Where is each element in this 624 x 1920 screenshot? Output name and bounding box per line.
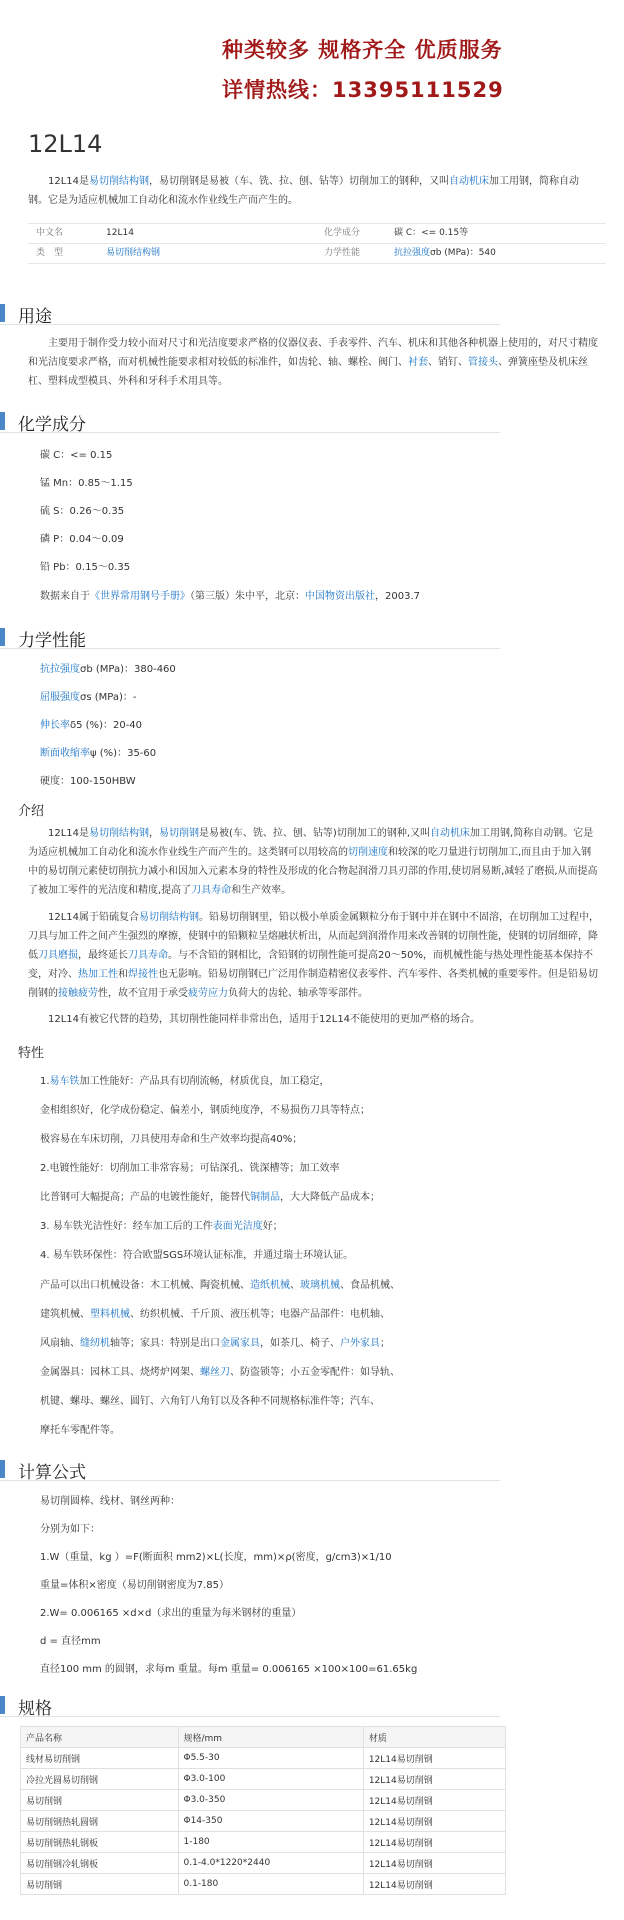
- text: 比普钢可大幅提高；产品的电镀性能好，能替代: [40, 1192, 250, 1203]
- feature-line: [40, 1072, 600, 1087]
- mech-yield: [40, 688, 136, 703]
- cell: 易切削钢: [21, 1790, 179, 1811]
- section-header-spec: [0, 1694, 500, 1717]
- page-title: 12L14: [28, 130, 103, 158]
- section-title: 规格: [18, 1699, 52, 1719]
- use-text: 、弹簧座垫及机床丝杠、塑料成型模具、外科和牙科手术用具等。: [28, 357, 588, 387]
- usage-line: [40, 1334, 600, 1349]
- table-row: [21, 1832, 506, 1853]
- text: 负荷大的齿轮、轴承等零部件。: [228, 988, 368, 999]
- cell: 12L14易切削钢: [363, 1832, 505, 1853]
- feature-line: [40, 1188, 600, 1203]
- top-banner: [0, 0, 624, 100]
- calc-line: 1.W（重量，kg ）=F(断面积 mm2)×L(长度，mm)×ρ(密度，g/cm3)×1/10: [40, 1552, 392, 1563]
- mech-value: σb (MPa)：380-460: [80, 664, 176, 675]
- section-bar: [0, 1460, 5, 1478]
- link[interactable]: 塑料机械: [90, 1309, 130, 1320]
- text: 和: [118, 969, 128, 980]
- link-bushing[interactable]: 衬套: [408, 357, 428, 368]
- text: ，: [149, 828, 160, 839]
- cell: 易切削钢: [21, 1874, 179, 1895]
- feature-line: 极容易在车床切削，刀具使用寿命和生产效率均提高40%；: [40, 1134, 303, 1145]
- cell: 12L14易切削钢: [363, 1748, 505, 1769]
- link[interactable]: 刀具磨损: [38, 950, 78, 961]
- section-title: 用途: [18, 307, 52, 327]
- cell: 易切削钢冷轧钢板: [21, 1853, 179, 1874]
- section-header-chem: [0, 410, 500, 433]
- cell: 线材易切削钢: [21, 1748, 179, 1769]
- section-title: 计算公式: [18, 1463, 86, 1483]
- cell: 易切削钢热轧钢板: [21, 1832, 179, 1853]
- column-header: 规格/mm: [178, 1727, 363, 1748]
- cell: 0.1-180: [178, 1874, 363, 1895]
- info-value: 碳 C：<= 0.15等: [394, 228, 469, 238]
- mech-value: ψ (%)：35-60: [90, 748, 157, 759]
- link-type[interactable]: 易切削结构钢: [106, 248, 161, 258]
- calc-line: 2.W= 0.006165 ×d×d（求出的重量为每米钢材的重量）: [40, 1608, 302, 1619]
- info-row: [28, 244, 606, 264]
- chem-s: 硫 S：0.26～0.35: [40, 506, 125, 517]
- table-row: [21, 1874, 506, 1895]
- chem-pb: 铅 Pb：0.15～0.35: [40, 562, 131, 573]
- intro-text: 12L14是: [48, 176, 90, 187]
- section-title: 力学性能: [18, 631, 86, 651]
- feature-line: [40, 1217, 600, 1232]
- table-row: [21, 1811, 506, 1832]
- section-bar: [0, 412, 5, 430]
- banner-slogan: 种类较多 规格齐全 优质服务: [222, 38, 503, 62]
- feature-line: 2.电镀性能好：切削加工非常容易；可钻深孔、铣深槽等；加工效率: [40, 1163, 340, 1174]
- link[interactable]: 刀具寿命: [191, 885, 232, 896]
- text: 金属器具：园林工具、烧烤炉网架、: [40, 1367, 200, 1378]
- link-auto-lathe[interactable]: 自动机床: [449, 176, 490, 187]
- link[interactable]: 户外家具: [340, 1338, 380, 1349]
- link-free-cutting-steel[interactable]: 易切削结构钢: [89, 176, 150, 187]
- info-value: 12L14: [106, 228, 134, 238]
- link[interactable]: 易切削钢: [159, 828, 200, 839]
- link-tensile-strength[interactable]: 抗拉强度: [394, 248, 431, 258]
- section-header-calc: [0, 1458, 500, 1481]
- text: 风扇轴、: [40, 1338, 80, 1349]
- link[interactable]: 易车铁: [49, 1076, 80, 1087]
- use-text: 主要用于制作受力较小而对尺寸和光洁度要求严格的仪器仪表、手表零件、汽车、机床和其他各种机器上使用的，对尺寸精度和光洁度要求严格，而对机械性能要求相对较低的标准件，如齿轮、轴、螺栓、阀门、: [28, 338, 598, 368]
- column-header: 材质: [363, 1727, 505, 1748]
- text: 、: [290, 1280, 300, 1291]
- table-row: [21, 1853, 506, 1874]
- link[interactable]: 金属家具: [220, 1338, 260, 1349]
- mech-elongation: [40, 716, 142, 731]
- text: 。铅易切削钢里，铅以极小单质金属颗粒分布于钢中并在钢中不固溶，在切削加工过程中，刀具与加工件之间产生强烈的摩擦，使钢中的铅颗粒呈熔融状析出，从而起到润滑作用来改善钢的切削性能，使钢的切屑细碎，降低: [28, 912, 600, 961]
- text: 性，故不宜用于承受: [98, 988, 188, 999]
- cell: Φ3.0-350: [178, 1790, 363, 1811]
- link-elongation[interactable]: 伸长率: [40, 720, 70, 731]
- section-header-mech: [0, 626, 500, 649]
- table-row: [21, 1790, 506, 1811]
- mech-hardness: 硬度：100-150HBW: [40, 776, 136, 787]
- chem-source: [40, 587, 420, 602]
- source-text: （第三版）朱中平，北京：: [190, 591, 305, 602]
- source-text: 数据来自于: [40, 591, 90, 602]
- use-paragraph: [28, 334, 600, 391]
- text: 12L14是: [48, 828, 90, 839]
- calc-line: 重量=体积×密度（易切削钢密度为7.85）: [40, 1580, 230, 1591]
- cell: 1-180: [178, 1832, 363, 1853]
- info-key: 中文名: [36, 228, 64, 238]
- text: 加工用钢,简称自动钢。它是为适应机械加工自动化和流水作业线生产而产生的。这类钢可以用较高的: [28, 828, 594, 858]
- cell: Φ14-350: [178, 1811, 363, 1832]
- mech-value: σs (MPa)：-: [80, 692, 137, 703]
- link[interactable]: 刀具寿命: [128, 950, 168, 961]
- cell: 12L14易切削钢: [363, 1874, 505, 1895]
- mech-value: δ5 (%)：20-40: [70, 720, 143, 731]
- text: 。与不含铅的钢相比，含铅钢的切削性能可提高20～50%，而机械性能与热处理性能基本保持不变，对冷、: [28, 950, 593, 980]
- link[interactable]: 切削速度: [348, 847, 388, 858]
- link[interactable]: 缝纫机: [80, 1338, 110, 1349]
- cell: 0.1-4.0*1220*2440: [178, 1853, 363, 1874]
- intro-text: ，易切削钢是易被（车、铣、拉、刨、钻等）切削加工的钢种，又叫: [149, 176, 450, 187]
- text: ，大大降低产品成本；: [280, 1192, 380, 1203]
- intro-heading: 介绍: [18, 804, 45, 819]
- info-key: 化学成分: [324, 228, 361, 238]
- cell: 12L14易切削钢: [363, 1769, 505, 1790]
- link[interactable]: 螺丝刀: [200, 1367, 230, 1378]
- text: 、防盗锁等；小五金零配件：如导轨、: [230, 1367, 400, 1378]
- cell: Φ3.0-100: [178, 1769, 363, 1790]
- text: 、纺织机械、千斤顶、液压机等；电器产品部件：电机轴、: [130, 1309, 390, 1320]
- link-pipe-joint[interactable]: 管接头: [468, 357, 498, 368]
- text: ，如茶几、椅子、: [260, 1338, 340, 1349]
- section-title: 化学成分: [18, 415, 86, 435]
- mech-reduction: [40, 744, 156, 759]
- link[interactable]: 热加工性: [78, 969, 118, 980]
- text: ，最终延长: [78, 950, 128, 961]
- banner-hotline: 详情热线：13395111529: [222, 78, 504, 102]
- cell: 12L14易切削钢: [363, 1790, 505, 1811]
- info-row: [28, 224, 606, 244]
- calc-line: 易切削圆棒、线材、钢丝两种：: [40, 1496, 180, 1507]
- link-yield[interactable]: 屈服强度: [40, 692, 80, 703]
- text: 3. 易车铁光洁性好：经车加工后的工件: [40, 1221, 213, 1232]
- mech-tensile: [40, 660, 176, 675]
- section-header-use: [0, 302, 500, 325]
- chem-p: 磷 P：0.04～0.09: [40, 534, 124, 545]
- intro-p1: [28, 824, 600, 900]
- calc-line: d = 直径mm: [40, 1636, 101, 1647]
- link[interactable]: 自动机床: [430, 828, 471, 839]
- section-bar: [0, 1696, 5, 1714]
- text: 产品可以出口机械设备：木工机械、陶瓷机械、: [40, 1280, 250, 1291]
- link[interactable]: 玻璃机械: [300, 1280, 340, 1291]
- table-row: [21, 1748, 506, 1769]
- use-text: 、销钉、: [428, 357, 468, 368]
- cell: Φ5.5-30: [178, 1748, 363, 1769]
- chem-c: 碳 C：<= 0.15: [40, 450, 113, 461]
- text: 好；: [262, 1221, 283, 1232]
- cell: 12L14易切削钢: [363, 1811, 505, 1832]
- table-header-row: [21, 1727, 506, 1748]
- feature-heading: 特性: [18, 1046, 45, 1061]
- table-row: [21, 1769, 506, 1790]
- link-tensile[interactable]: 抗拉强度: [40, 664, 80, 675]
- link-handbook[interactable]: 《世界常用钢号手册》: [90, 591, 190, 602]
- column-header: 产品名称: [21, 1727, 179, 1748]
- section-bar: [0, 304, 5, 322]
- link-publisher[interactable]: 中国物资出版社: [305, 591, 375, 602]
- cell: 冷拉光圆易切削钢: [21, 1769, 179, 1790]
- intro-p3: 12L14有被它代替的趋势，其切削性能同样非常出色，适用于12L14不能使用的更加严格的场合。: [48, 1014, 481, 1025]
- usage-line: 机键、螺母、螺丝、圆钉、六角钉八角钉以及各种不同规格标准件等；汽车、: [40, 1396, 380, 1407]
- link[interactable]: 表面光洁度: [212, 1221, 263, 1232]
- text: 1.: [40, 1076, 50, 1087]
- text: 轴等；家具：特别是出口: [110, 1338, 220, 1349]
- intro-text: 加工用钢，简称自动钢。它是为适应机械加工自动化和流水作业线生产而产生的。: [28, 176, 580, 206]
- text: 建筑机械、: [40, 1309, 90, 1320]
- usage-line: [40, 1305, 600, 1320]
- link[interactable]: 疲劳应力: [188, 988, 228, 999]
- text: 是易被(车、铣、拉、刨、钻等)切削加工的钢种,又叫: [199, 828, 431, 839]
- text: ；: [380, 1338, 390, 1349]
- feature-line: 4. 易车铁环保性：符合欧盟SGS环境认证标准，并通过瑞士环境认证。: [40, 1250, 354, 1261]
- calc-line: 直径100 mm 的圆钢，求每m 重量。每m 重量= 0.006165 ×100×100=61.65kg: [40, 1664, 418, 1675]
- link[interactable]: 易切削结构钢: [139, 912, 200, 923]
- source-text: ，2003.7: [375, 591, 420, 602]
- usage-line: 摩托车零配件等。: [40, 1425, 120, 1436]
- text: 和较深的吃刀量进行切削加工,而且由于加入钢中的易切削元素使切削抗力减小和因加入元素本身的特性及形成的化合物起润滑刀具刃部的作用,使切屑易断,减轻了磨损,从而提高了被加工零件的光洁度和精度,提高了: [28, 847, 598, 896]
- link[interactable]: 接触疲劳: [58, 988, 98, 999]
- info-key: 力学性能: [324, 248, 361, 258]
- section-bar: [0, 628, 5, 646]
- link[interactable]: 铜制品: [250, 1192, 280, 1203]
- usage-line: [40, 1276, 600, 1291]
- intro-p2: [28, 908, 600, 1003]
- info-text: σb (MPa)：540: [430, 248, 496, 258]
- chem-mn: 锰 Mn：0.85～1.15: [40, 478, 133, 489]
- cell: 易切削钢热轧圆钢: [21, 1811, 179, 1832]
- link-reduction[interactable]: 断面收缩率: [40, 748, 90, 759]
- intro-paragraph: [28, 172, 598, 210]
- info-value: [394, 244, 604, 263]
- usage-line: [40, 1363, 600, 1378]
- link[interactable]: 易切削结构钢: [89, 828, 150, 839]
- info-box: [28, 223, 606, 264]
- link[interactable]: 造纸机械: [250, 1280, 290, 1291]
- calc-line: 分别为如下：: [40, 1524, 100, 1535]
- text: 、食品机械、: [340, 1280, 400, 1291]
- text: 也无影响。铅易切削钢已广泛用作制造精密仪表零件、汽车零件、各类机械的重要零件。但是铅易切削钢的: [28, 969, 598, 999]
- text: 12L14属于铅硫复合: [48, 912, 140, 923]
- link[interactable]: 焊接性: [128, 969, 158, 980]
- info-key: 类 型: [36, 248, 64, 258]
- text: 和生产效率。: [231, 885, 292, 896]
- spec-table: [20, 1726, 506, 1895]
- feature-line: 金相组织好，化学成份稳定、偏差小，钢质纯度净，不易损伤刀具等特点；: [40, 1105, 370, 1116]
- text: 加工性能好：产品具有切削流畅，材质优良，加工稳定，: [79, 1076, 330, 1087]
- cell: 12L14易切削钢: [363, 1853, 505, 1874]
